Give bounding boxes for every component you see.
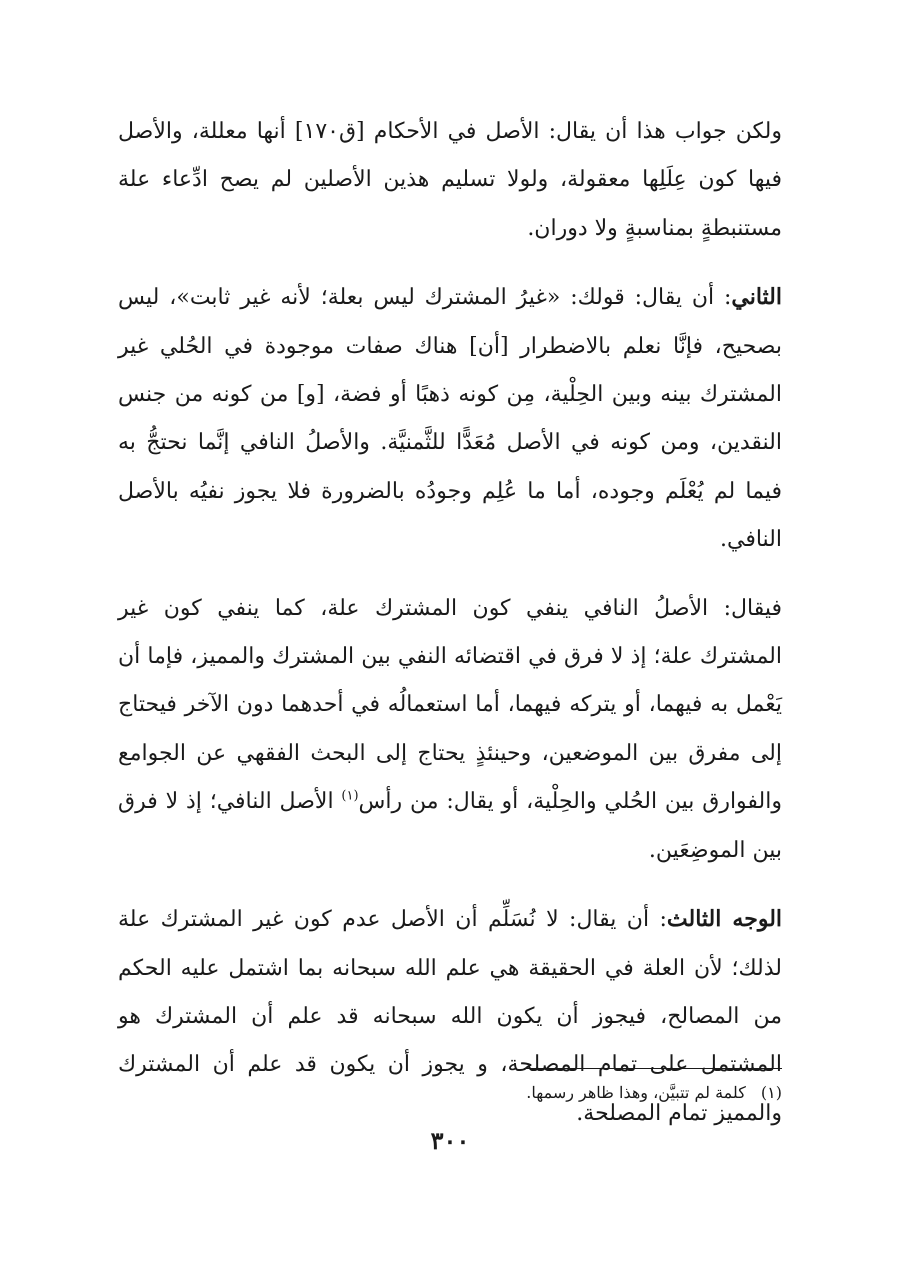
footnote-text: كلمة لم تتبيَّن، وهذا ظاهر رسمها. bbox=[526, 1083, 746, 1102]
page-number: ٣٠٠ bbox=[430, 1126, 470, 1155]
paragraph-2-text: : أن يقال: قولك: «غيرُ المشترك ليس بعلة؛ لأنه غير ثابت»، ليس بصحيح، فإنَّا نعلم بالاضطرار [أن] هناك صفات موجودة في الحُلي غير المشترك بينه وبين الحِلْية، مِن كونه ذهبًا أو فضة، [و] من كونه من جنس النقدين، ومن كونه في الأصل مُعَدًّا للثَّمنيَّة. والأصلُ النافي إنَّما نحتجُّ به فيما لم يُعْلَم وجوده، أما ما عُلِم وجودُه بالضرورة فلا يجوز نفيُه بالأصل النافي. bbox=[118, 285, 782, 553]
footnote-marker[interactable]: (١) bbox=[341, 788, 359, 804]
paragraph-4-heading: الوجه الثالث bbox=[666, 906, 783, 933]
paragraph-2 bbox=[118, 273, 782, 564]
footnote-number: (١) bbox=[760, 1083, 782, 1102]
footnote bbox=[118, 1080, 782, 1106]
footnote-separator bbox=[524, 1068, 782, 1069]
body-text bbox=[118, 108, 782, 1158]
paragraph-1-text: ولكن جواب هذا أن يقال: الأصل في الأحكام [ق١٧٠] أنها معللة، والأصل فيها كون عِلَلِها معقولة، ولولا تسليم هذين الأصلين لم يصح ادِّعاء علة مستنبطةٍ بمناسبةٍ ولا دوران. bbox=[118, 119, 783, 241]
paragraph-4-text: : أن يقال: لا نُسَلِّم أن الأصل عدم كون غير المشترك علة لذلك؛ لأن العلة في الحقيقة هي علم الله سبحانه بما اشتمل عليه الحكم من المصالح، فيجوز أن يكون الله سبحانه قد علم أن المشترك هو المشتمل على تمام المصلحة، و يجوز أن يكون قد علم أن المشترك والمميز تمام المصلحة. bbox=[118, 907, 782, 1126]
paragraph-1 bbox=[118, 108, 782, 253]
paragraph-3 bbox=[118, 585, 782, 875]
paragraph-3-text-after: الأصل النافي؛ إذ لا فرق بين الموضِعَين. bbox=[118, 789, 782, 863]
paragraph-2-heading: الثاني bbox=[731, 284, 782, 311]
paragraph-3-text-before: فيقال: الأصلُ النافي ينفي كون المشترك علة، كما ينفي كون غير المشترك علة؛ إذ لا فرق في اقتضائه النفي بين المشترك والمميز، فإما أن يَعْمل به فيهما، أو يتركه فيهما، أما استعمالُه في أحدهما دون الآخر فيحتاج إلى مفرق بين الموضعين، وحينئذٍ يحتاج إلى البحث الفقهي عن الجوامع والفوارق بين الحُلي والحِلْية، أو يقال: من رأس bbox=[118, 595, 782, 815]
